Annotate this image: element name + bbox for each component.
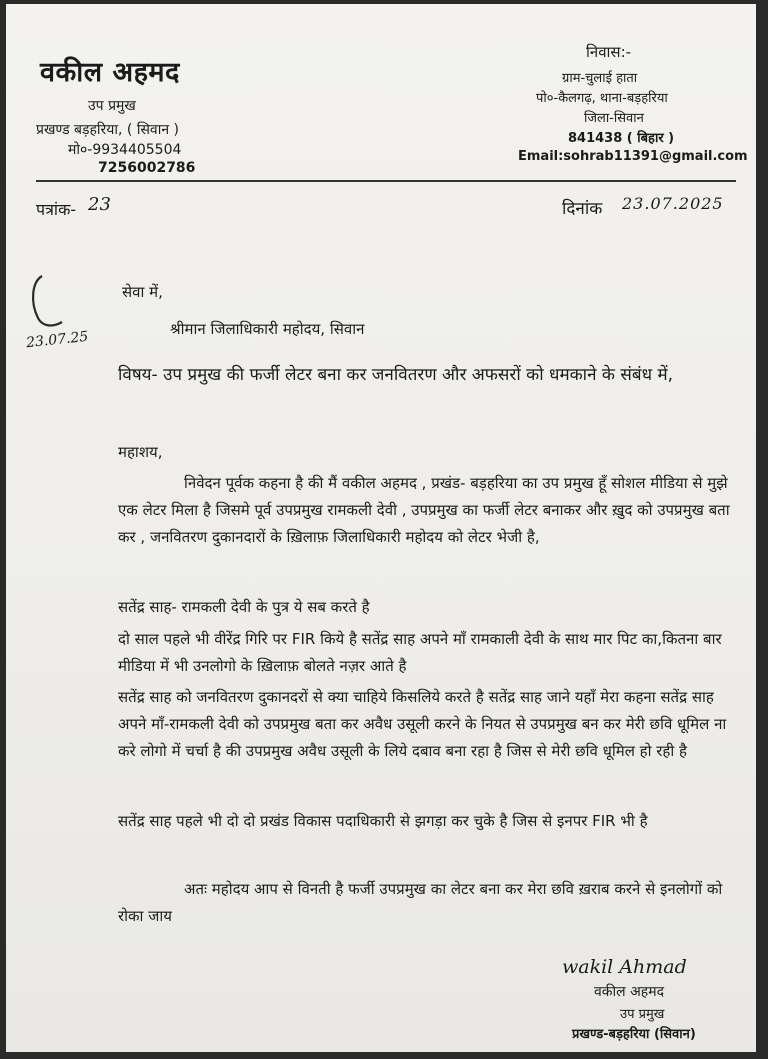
greeting: महाशय, [118, 443, 163, 461]
margin-initial-mark [28, 272, 68, 332]
body-paragraph-5: सतेंद्र साह पहले भी दो दो प्रखंड विकास पदाधिकारी से झगड़ा कर चुके है जिस से इनपर FIR भी है [118, 812, 648, 830]
margin-note-date: 23.07.25 [25, 328, 90, 352]
salutation-to: सेवा में, [122, 283, 163, 301]
letterhead-block: प्रखण्ड बड़हरिया, ( सिवान ) [36, 122, 180, 138]
body-paragraph-3: दो साल पहले भी वीरेंद्र गिरि पर FIR किये है सतेंद्र साह अपने माँ रामकाली देवी के साथ मार पिट का,कितना बार मीडिया में भी उनलोगो के ख़िलाफ़ बोलते नज़र आते है [118, 630, 722, 675]
email-address: Email:sohrab11391@gmail.com [518, 149, 748, 164]
signature-post: उप प्रमुख [620, 1007, 665, 1022]
letter-page [6, 4, 756, 1052]
reference-number: 23 [88, 194, 111, 215]
address-line-2: पो०-कैलगढ़, थाना-बड़हरिया [536, 91, 668, 106]
residence-heading: निवास:- [586, 43, 632, 61]
subject-line: विषय- उप प्रमुख की फर्जी लेटर बना कर जनवितरण और अफसरों को धमकाने के संबंध में, [118, 365, 674, 385]
address-line-3: जिला-सिवान [584, 111, 644, 126]
letterhead-mobile-1: मो०-9934405504 [68, 142, 182, 158]
reference-label: पत्रांक- [36, 200, 77, 219]
body-paragraph-1: निवेदन पूर्वक कहना है की मैं वकील अहमद , प्रखंड- बड़हरिया का उप प्रमुख हूँ सोशल मीडिया से मुझे एक लेटर मिला है जिसमे पूर्व उपप्रमुख रामकली देवी , उपप्रमुख का फर्जी लेटर बनाकर और ख़ुद को उपप्रमुख बता कर , जनवितरण दुकानदारों के ख़िलाफ़ जिलाधिकारी महोदय को लेटर भेजी है, [118, 474, 730, 546]
letterhead-mobile-2: 7256002786 [98, 160, 196, 176]
address-pin: 841438 ( बिहार ) [568, 131, 675, 146]
handwritten-signature: wakil Ahmad [562, 956, 687, 978]
body-paragraph-4: सतेंद्र साह को जनवितरण दुकानदरों से क्या चाहिये किसलिये करते है सतेंद्र साह जाने यहाँ मेरा कहना सतेंद्र साह अपने माँ-रामकली देवी को उपप्रमुख बता कर अवैध उसूली करने के नियत से उपप्रमुख बन कर मेरी छवि धूमिल ना करे लोगो में चर्चा है की उपप्रमुख अवैध उसूली के लिये दबाव बना रहा है जिस से मेरी छवि धूमिल हो रही है [118, 688, 727, 760]
signature-name: वकील अहमद [594, 984, 665, 1000]
letterhead-post: उप प्रमुख [88, 98, 136, 114]
recipient-line: श्रीमान जिलाधिकारी महोदय, सिवान [170, 320, 365, 338]
letterhead-name: वकील अहमद [40, 57, 180, 88]
letterhead-divider [36, 180, 736, 182]
body-paragraph-6: अतः महोदय आप से विनती है फर्जी उपप्रमुख का लेटर बना कर मेरा छवि ख़राब करने से इनलोगों को रोका जाय [118, 880, 723, 925]
address-line-1: ग्राम-चुलाई हाता [562, 71, 638, 86]
body-paragraph-2: सतेंद्र साह- रामकली देवी के पुत्र ये सब करते है [118, 598, 370, 616]
date-value: 23.07.2025 [622, 194, 724, 213]
signature-block: प्रखण्ड-बड़हरिया (सिवान) [572, 1027, 696, 1042]
date-label: दिनांक [562, 199, 603, 219]
